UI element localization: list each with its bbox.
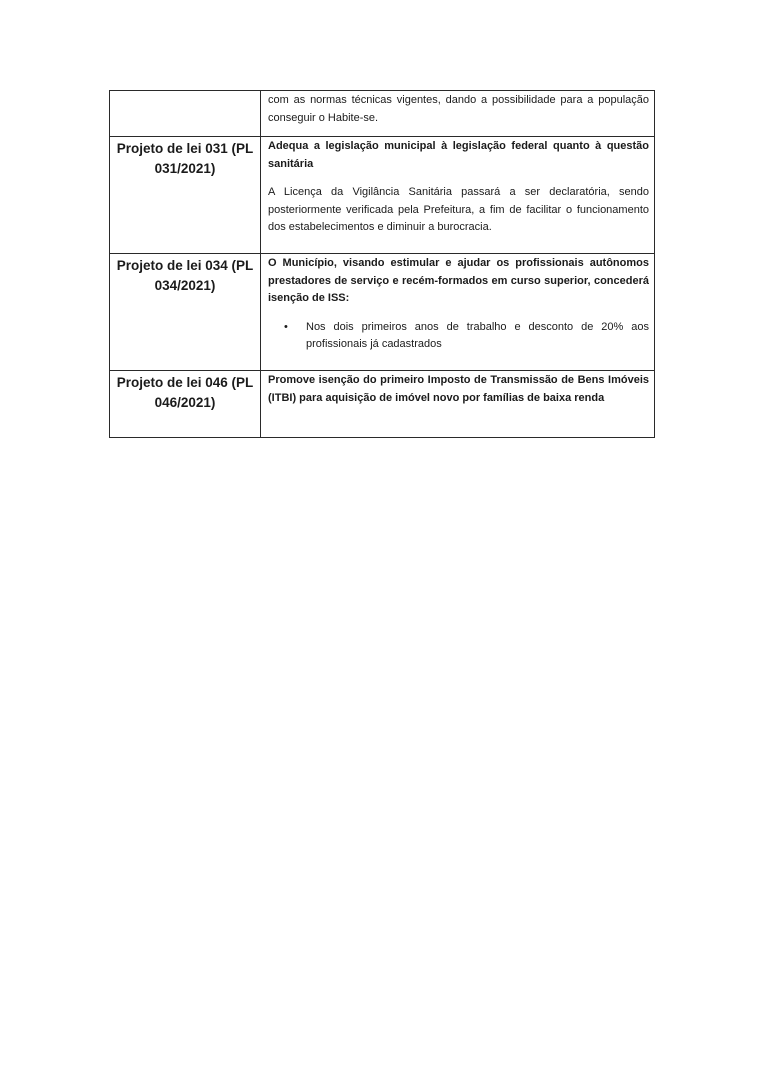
bill-title: Adequa a legislação municipal à legislação federal quanto à questão sanitária — [268, 140, 649, 170]
bill-description-text: A Licença da Vigilância Sanitária passará a ser declaratória, sendo posteriormente verificada pela Prefeitura, a fim de facilitar o funcionamento dos estabelecimentos e diminuir a burocracia. — [268, 186, 649, 233]
table-row — [110, 91, 655, 137]
bills-table — [109, 90, 655, 438]
list-item — [284, 319, 649, 354]
bullet-list — [268, 319, 649, 354]
bill-description-text: com as normas técnicas vigentes, dando a possibilidade para a população conseguir o Habite-se. — [268, 94, 649, 124]
bill-name-cell: Projeto de lei 034 (PL 034/2021) — [110, 254, 261, 371]
bill-description-cell — [261, 371, 655, 438]
table-row — [110, 137, 655, 254]
bill-description-cell — [261, 137, 655, 254]
list-item-text: Nos dois primeiros anos de trabalho e desconto de 20% aos profissionais já cadastrados — [306, 320, 649, 350]
bill-name-cell: Projeto de lei 031 (PL 031/2021) — [110, 137, 261, 254]
bill-title: O Município, visando estimular e ajudar os profissionais autônomos prestadores de serviço e recém-formados em curso superior, concederá isenção de ISS: — [268, 257, 649, 304]
bullet-icon: • — [284, 320, 288, 333]
bill-name-cell: Projeto de lei 046 (PL 046/2021) — [110, 371, 261, 438]
bill-title: Promove isenção do primeiro Imposto de Transmissão de Bens Imóveis (ITBI) para aquisição de imóvel novo por famílias de baixa renda — [268, 374, 649, 404]
bill-description-cell — [261, 254, 655, 371]
bill-description-cell — [261, 91, 655, 137]
bill-name-cell — [110, 91, 261, 137]
table-row — [110, 371, 655, 438]
table-row — [110, 254, 655, 371]
